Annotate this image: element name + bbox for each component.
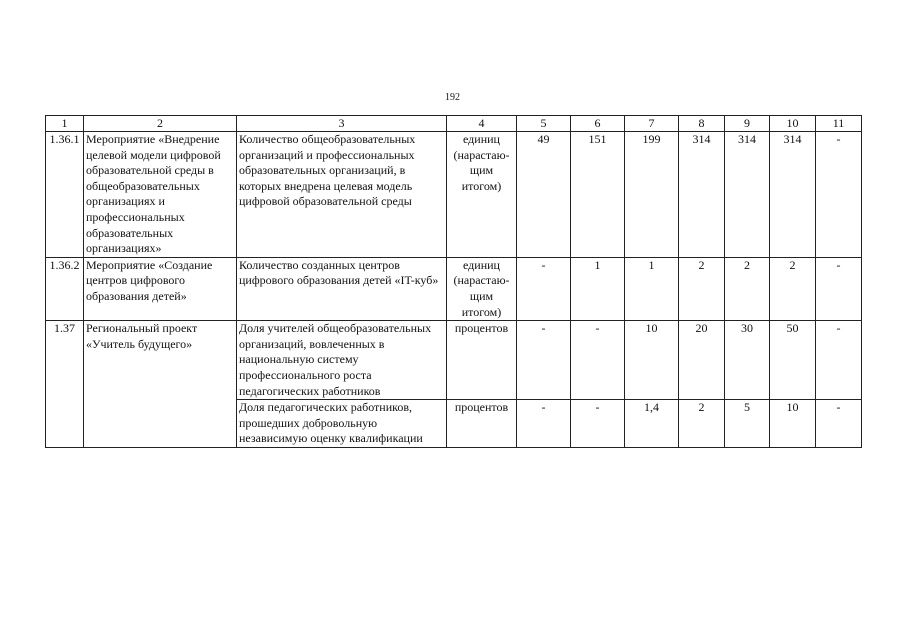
indicator-name: Количество общеобразовательных организаций и профессиональных образовательных организаций, в которых внедрена целевая модель цифровой образовательной среды [237,132,447,258]
value-cell: - [571,400,625,448]
value-cell: 1,4 [625,400,679,448]
indicator-name: Доля педагогических работников, прошедших добровольную независимую оценку квалификации [237,400,447,448]
unit: процентов [447,321,517,400]
unit: единиц (нарастаю-щим итогом) [447,132,517,258]
value-cell: 314 [725,132,770,258]
value-cell: 5 [725,400,770,448]
value-cell: - [816,257,862,320]
value-cell: - [517,257,571,320]
header-cell: 7 [625,116,679,132]
value-cell: 314 [770,132,816,258]
value-cell: 49 [517,132,571,258]
header-cell: 3 [237,116,447,132]
header-cell: 11 [816,116,862,132]
value-cell: - [571,321,625,400]
row-number: 1.36.2 [46,257,84,320]
measure-name: Региональный проект «Учитель будущего» [84,321,237,448]
table-row [46,257,862,320]
value-cell: 2 [679,257,725,320]
indicators-table [45,115,862,448]
unit: единиц (нарастаю-щим итогом) [447,257,517,320]
header-cell: 1 [46,116,84,132]
row-number: 1.37 [46,321,84,448]
value-cell: 151 [571,132,625,258]
header-cell: 2 [84,116,237,132]
table-row [46,321,862,400]
value-cell: - [816,132,862,258]
table-row [46,132,862,258]
measure-name: Мероприятие «Создание центров цифрового образования детей» [84,257,237,320]
value-cell: 199 [625,132,679,258]
indicator-name: Количество созданных центров цифрового образования детей «IT-куб» [237,257,447,320]
header-cell: 5 [517,116,571,132]
value-cell: - [517,400,571,448]
indicator-name: Доля учителей общеобразовательных организаций, вовлеченных в национальную систему профессионального роста педагогических работников [237,321,447,400]
value-cell: 20 [679,321,725,400]
value-cell: - [816,400,862,448]
header-cell: 8 [679,116,725,132]
header-cell: 10 [770,116,816,132]
value-cell: 314 [679,132,725,258]
value-cell: 2 [679,400,725,448]
value-cell: 1 [571,257,625,320]
header-cell: 4 [447,116,517,132]
measure-name: Мероприятие «Внедрение целевой модели цифровой образовательной среды в общеобразовательных организациях и профессиональных образовательных организациях» [84,132,237,258]
value-cell: 2 [770,257,816,320]
value-cell: 2 [725,257,770,320]
value-cell: 10 [770,400,816,448]
row-number: 1.36.1 [46,132,84,258]
page-number: 192 [445,92,460,103]
unit: процентов [447,400,517,448]
value-cell: - [517,321,571,400]
header-cell: 9 [725,116,770,132]
value-cell: - [816,321,862,400]
value-cell: 30 [725,321,770,400]
value-cell: 1 [625,257,679,320]
value-cell: 50 [770,321,816,400]
value-cell: 10 [625,321,679,400]
header-row [46,116,862,132]
header-cell: 6 [571,116,625,132]
